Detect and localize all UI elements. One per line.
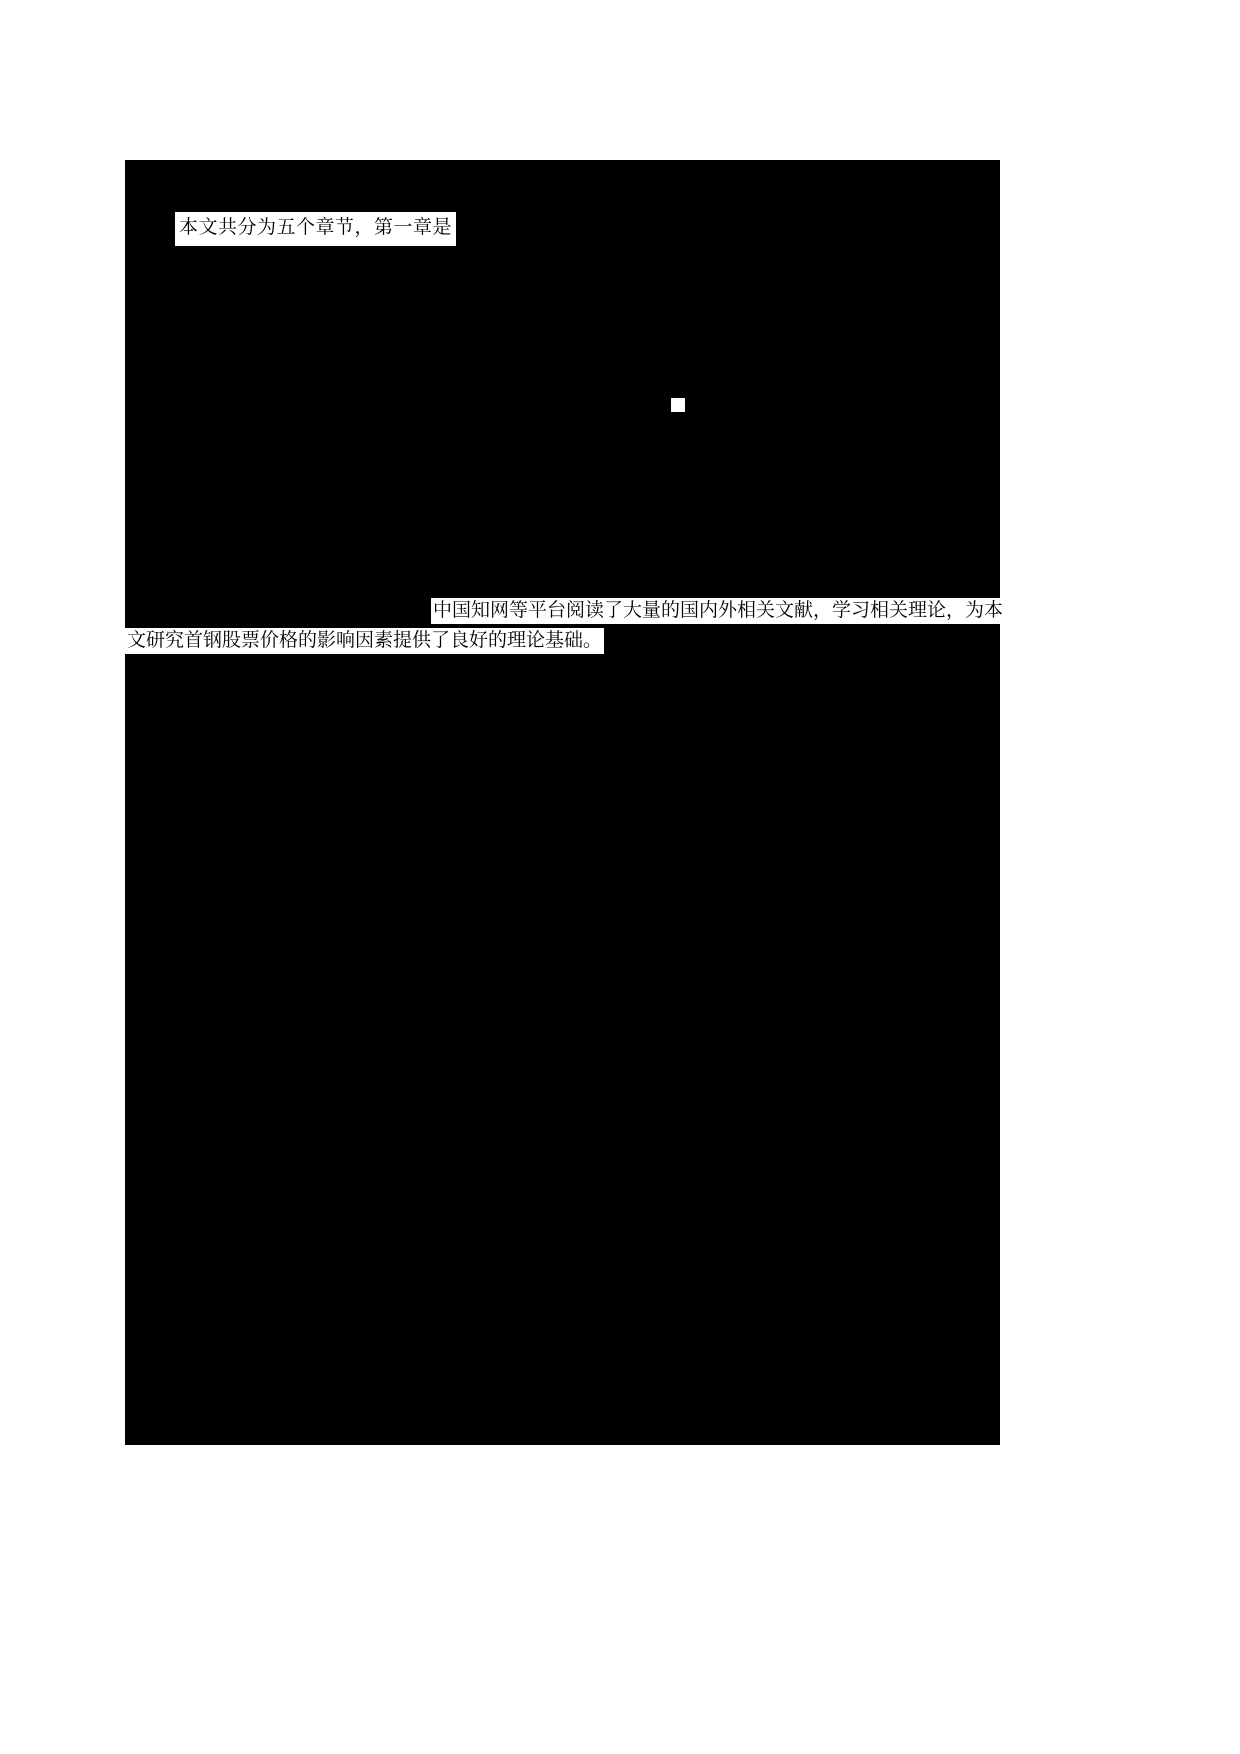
white-square-marker xyxy=(671,398,685,412)
paragraph-literature-line-2 xyxy=(125,626,1005,656)
paragraph-literature-line-1 xyxy=(125,596,1005,626)
paragraph-literature-line-2-text: 文研究首钢股票价格的影响因素提供了良好的理论基础。 xyxy=(125,628,604,654)
document-content-block xyxy=(125,160,1000,1445)
paragraph-literature xyxy=(125,596,1005,656)
paragraph-literature-line-1-text: 中国知网等平台阅读了大量的国内外相关文献，学习相关理论，为本 xyxy=(431,598,1005,624)
paragraph-intro: 本文共分为五个章节，第一章是 xyxy=(175,212,456,246)
